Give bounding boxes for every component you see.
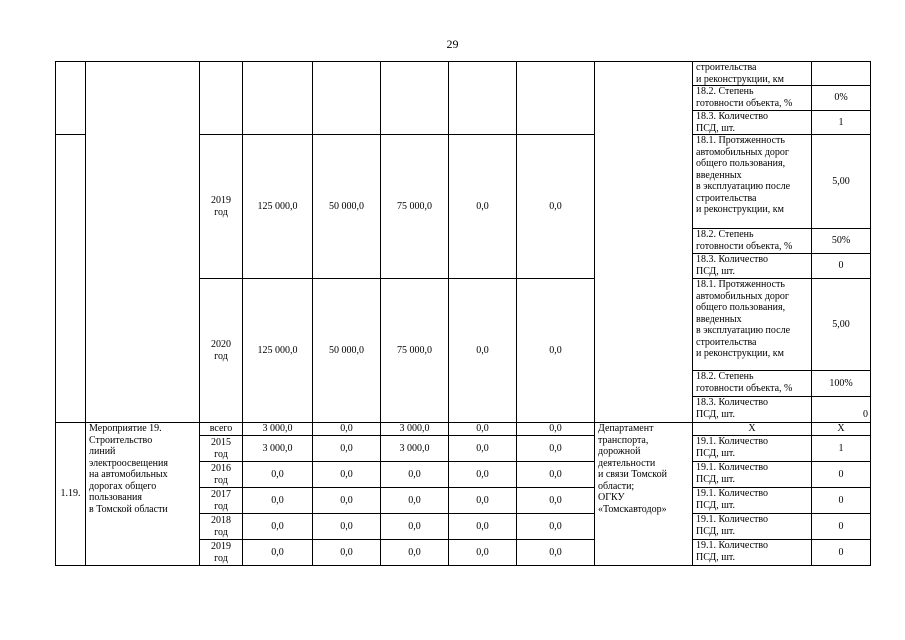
indicator-name: 18.2. Степень готовности объекта, % [693, 229, 812, 254]
year-cell: 2015 год [200, 436, 243, 462]
extra-cell: 0,0 [517, 279, 595, 423]
regional-cell: 3 000,0 [381, 423, 449, 436]
indicator-value: 5,00 [812, 135, 871, 229]
indicator-name: 18.3. Количество ПСД, шт. [693, 254, 812, 279]
local-cell: 0,0 [449, 488, 517, 514]
table-row [56, 423, 871, 436]
local-cell: 0,0 [449, 279, 517, 423]
indicator-name: 18.3. Количество ПСД, шт. [693, 111, 812, 135]
indicator-value: 0 [812, 540, 871, 566]
year-cell: 2020 год [200, 279, 243, 423]
total-cell: 125 000,0 [243, 135, 313, 279]
federal-cell: 50 000,0 [313, 135, 381, 279]
extra-cell: 0,0 [517, 436, 595, 462]
total-cell: 0,0 [243, 488, 313, 514]
total-cell: 0,0 [243, 540, 313, 566]
indicator-name: Х [693, 423, 812, 436]
indicator-name: 19.1. Количество ПСД, шт. [693, 540, 812, 566]
extra-cell: 0,0 [517, 423, 595, 436]
indicator-name: 19.1. Количество ПСД, шт. [693, 514, 812, 540]
local-cell: 0,0 [449, 423, 517, 436]
indicator-value: 50% [812, 229, 871, 254]
extra-cell: 0,0 [517, 135, 595, 279]
year-cell: 2017 год [200, 488, 243, 514]
indicator-name: 18.1. Протяженность автомобильных дорог общего пользования, введенных в эксплуатацию после строительства и реконструкции, км [693, 279, 812, 371]
program-table [55, 61, 871, 566]
year-cell: 2016 год [200, 462, 243, 488]
federal-cell: 0,0 [313, 514, 381, 540]
indicator-name: 18.2. Степень готовности объекта, % [693, 371, 812, 397]
indicator-value: 0 [812, 254, 871, 279]
local-cell: 0,0 [449, 436, 517, 462]
total-cell: 3 000,0 [243, 436, 313, 462]
indicator-value: 1 [812, 436, 871, 462]
indicator-name: 19.1. Количество ПСД, шт. [693, 488, 812, 514]
indicator-value: Х [812, 423, 871, 436]
extra-cell: 0,0 [517, 462, 595, 488]
total-cell: 0,0 [243, 514, 313, 540]
year-cell: всего [200, 423, 243, 436]
title-cell-empty [86, 62, 200, 423]
local-cell: 0,0 [449, 135, 517, 279]
extra-cell: 0,0 [517, 514, 595, 540]
regional-cell: 0,0 [381, 462, 449, 488]
indicator-name: 18.3. Количество ПСД, шт. [693, 397, 812, 423]
year-cell: 2019 год [200, 135, 243, 279]
indicator-name: 18.1. Протяженность автомобильных дорог общего пользования, введенных в эксплуатацию после строительства и реконструкции, км [693, 135, 812, 229]
page-number: 29 [446, 37, 459, 51]
federal-cell: 0,0 [313, 436, 381, 462]
total-cell: 0,0 [243, 462, 313, 488]
regional-cell: 0,0 [381, 488, 449, 514]
extra-cell: 0,0 [517, 488, 595, 514]
number-cell-empty [56, 135, 86, 423]
indicator-value: 0 [812, 488, 871, 514]
regional-cell: 0,0 [381, 514, 449, 540]
federal-cell: 0,0 [313, 462, 381, 488]
indicator-name: 19.1. Количество ПСД, шт. [693, 436, 812, 462]
regional-cell: 75 000,0 [381, 279, 449, 423]
measure-executor: Департамент транспорта, дорожной деятельности и связи Томской области; ОГКУ «Томскавтодор» [595, 423, 693, 566]
executor-cell-empty [595, 62, 693, 423]
regional-cell: 75 000,0 [381, 135, 449, 279]
indicator-value: 0 [812, 462, 871, 488]
indicator-name: 18.2. Степень готовности объекта, % [693, 86, 812, 111]
indicator-value: 1 [812, 111, 871, 135]
year-cell: 2018 год [200, 514, 243, 540]
federal-cell: 0,0 [313, 423, 381, 436]
measure-title: Мероприятие 19. Строительство линий электроосвещения на автомобильных дорогах общего пользования в Томской области [86, 423, 200, 566]
indicator-value: 0 [812, 514, 871, 540]
local-cell: 0,0 [449, 514, 517, 540]
year-cell: 2019 год [200, 540, 243, 566]
local-cell: 0,0 [449, 462, 517, 488]
federal-cell: 0,0 [313, 488, 381, 514]
indicator-value: 0 [812, 397, 871, 423]
indicator-value: 100% [812, 371, 871, 397]
local-cell: 0,0 [449, 540, 517, 566]
indicator-value: 5,00 [812, 279, 871, 371]
federal-cell: 50 000,0 [313, 279, 381, 423]
indicator-value: 0% [812, 86, 871, 111]
indicator-name: строительства и реконструкции, км [693, 62, 812, 86]
total-cell: 3 000,0 [243, 423, 313, 436]
measure-number: 1.19. [56, 423, 86, 566]
year-cell-empty [200, 62, 243, 135]
total-cell: 125 000,0 [243, 279, 313, 423]
indicator-value [812, 62, 871, 86]
federal-cell: 0,0 [313, 540, 381, 566]
number-cell-empty [56, 62, 86, 135]
extra-cell: 0,0 [517, 540, 595, 566]
table-row [56, 62, 871, 86]
regional-cell: 0,0 [381, 540, 449, 566]
regional-cell: 3 000,0 [381, 436, 449, 462]
indicator-name: 19.1. Количество ПСД, шт. [693, 462, 812, 488]
